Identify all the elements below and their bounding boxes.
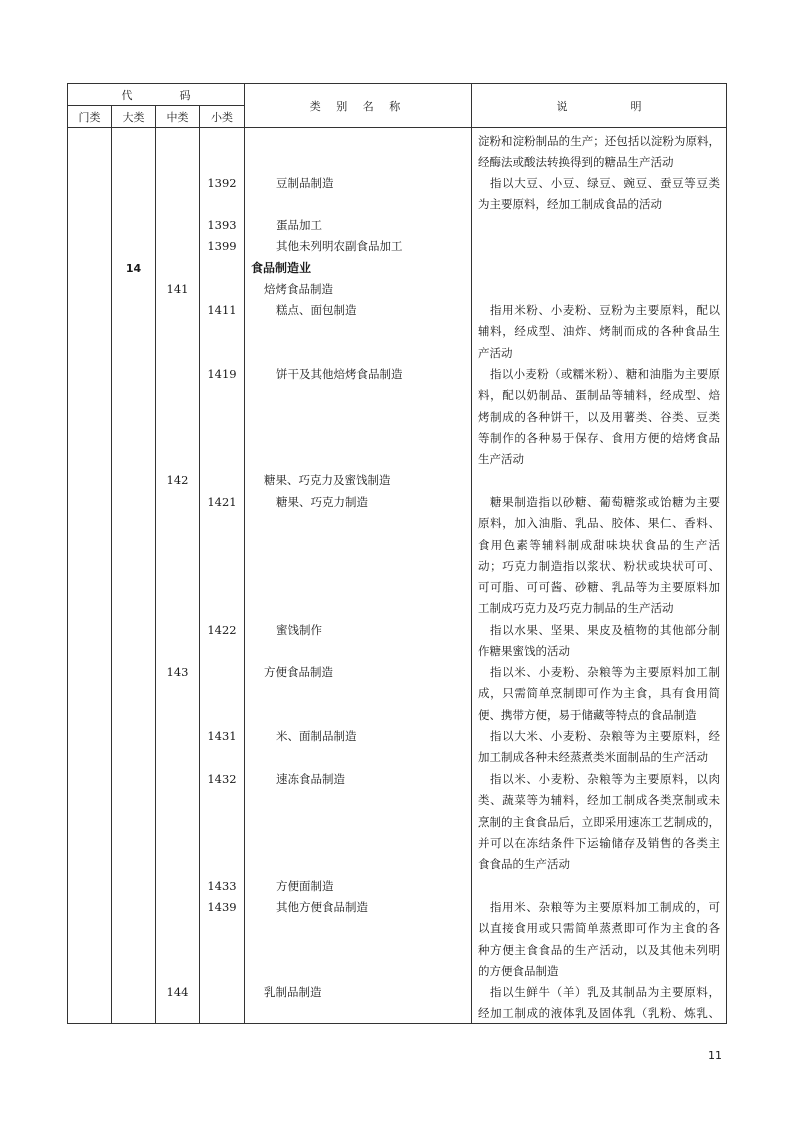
description-line: 辅料，经成型、油炸、烤制而成的各种食品生: [478, 324, 720, 339]
description-line: 指以米、小麦粉、杂粮等为主要原料加工制: [490, 665, 720, 679]
mid-class-name: 方便食品制造: [264, 665, 333, 679]
small-class-name: 米、面制品制造: [276, 729, 357, 743]
mid-class-code: 142: [166, 473, 189, 487]
small-class-code: 1411: [207, 303, 237, 317]
description-line: 种方便主食食品的生产活动，以及其他未列明: [478, 942, 720, 957]
header-menlei: 门类: [68, 106, 112, 128]
small-class-name: 其他未列明农副食品加工: [276, 239, 403, 253]
small-class-code: 1393: [207, 218, 237, 232]
description-line: 指用米粉、小麦粉、豆粉为主要原料，配以: [490, 303, 720, 317]
dalei-column: [112, 128, 156, 1024]
description-line: 类、蔬菜等为辅料，经加工制成各类烹制或未: [478, 793, 720, 808]
description-block: [478, 662, 720, 726]
small-class-code: 1422: [207, 623, 237, 637]
header-description: 说 明: [472, 84, 727, 128]
menlei-column: [68, 128, 112, 1024]
description-block: [478, 769, 720, 875]
small-class-code: 1419: [207, 367, 237, 381]
small-class-code: 1432: [207, 772, 237, 786]
description-line: 指以米、小麦粉、杂粮等为主要原料，以肉: [490, 772, 720, 786]
description-line: 指以小麦粉（或糯米粉）、糖和油脂为主要原: [490, 367, 720, 381]
small-class-code: 1433: [207, 879, 237, 893]
description-block: [478, 173, 720, 216]
description-line: 动；巧克力制造指以浆状、粉状或块状可可、: [478, 558, 720, 573]
description-line: 为主要原料，经加工制成食品的活动: [478, 197, 662, 212]
mid-class-name: 糖果、巧克力及蜜饯制造: [264, 473, 391, 487]
mid-class-code: 141: [166, 282, 189, 296]
description-line: 指以大米、小麦粉、杂粮等为主要原料，经: [490, 729, 720, 743]
description-line: 以直接食用或只需简单蒸煮即可作为主食的各: [478, 921, 720, 936]
description-block: [478, 620, 720, 663]
description-block: [478, 492, 720, 620]
description-line: 食食品的生产活动: [478, 857, 570, 872]
description-line: 淀粉和淀粉制品的生产；还包括以淀粉为原料，: [478, 134, 720, 148]
small-class-name: 速冻食品制造: [276, 772, 345, 786]
category-name-column: [245, 128, 472, 1024]
header-code-group: 代 码: [68, 84, 245, 106]
description-line: 经加工制成的液体乳及固体乳（乳粉、炼乳、: [478, 1006, 720, 1021]
description-line: 作糖果蜜饯的活动: [478, 644, 570, 659]
description-line: 等制作的各种易于保存、食用方便的焙烤食品: [478, 430, 720, 445]
description-line: 成，只需简单烹制即可作为主食，具有食用简: [478, 686, 720, 701]
description-column: [472, 128, 727, 1024]
small-class-name: 蛋品加工: [276, 218, 322, 232]
small-class-code: 1421: [207, 495, 237, 509]
description-line: 原料，加入油脂、乳品、胶体、果仁、香料、: [478, 516, 720, 531]
small-class-name: 糕点、面包制造: [276, 303, 357, 317]
description-line: 加工制成各种未经蒸煮类米面制品的生产活动: [478, 750, 708, 765]
mid-class-name: 乳制品制造: [264, 985, 322, 999]
mid-class-name: 焙烤食品制造: [264, 282, 333, 296]
description-line: 经酶法或酸法转换得到的糖品生产活动: [478, 155, 674, 170]
description-line: 烤制成的各种饼干，以及用薯类、谷类、豆类: [478, 409, 720, 424]
description-line: 指以大豆、小豆、绿豆、豌豆、蚕豆等豆类: [490, 176, 720, 190]
small-class-name: 豆制品制造: [276, 176, 334, 190]
description-line: 产活动: [478, 345, 513, 360]
small-class-name: 蜜饯制作: [276, 623, 322, 637]
small-class-code: 1431: [207, 729, 237, 743]
classification-table: [67, 83, 727, 1024]
small-class-name: 方便面制造: [276, 879, 334, 893]
zhonglei-column: [156, 128, 200, 1024]
description-line: 并可以在冻结条件下运输储存及销售的各类主: [478, 835, 720, 850]
description-line: 便、携带方便，易于储藏等特点的食品制造: [478, 707, 697, 722]
description-block: [478, 131, 720, 174]
mid-class-code: 144: [166, 985, 189, 999]
small-class-code: 1439: [207, 900, 237, 914]
description-block: [478, 726, 720, 769]
description-block: [478, 897, 720, 982]
description-line: 指用米、杂粮等为主要原料加工制成的，可: [490, 900, 720, 914]
description-block: [478, 300, 720, 364]
page-number: 11: [708, 1049, 722, 1062]
description-line: 指以水果、坚果、果皮及植物的其他部分制: [490, 623, 720, 637]
header-zhonglei: 中类: [156, 106, 200, 128]
small-class-code: 1392: [207, 176, 237, 190]
description-block: [478, 982, 720, 1025]
description-line: 工制成巧克力及巧克力制品的生产活动: [478, 601, 674, 616]
major-class-name: 食品制造业: [251, 261, 312, 275]
description-line: 的方便食品制造: [478, 963, 559, 978]
xiaolei-column: [200, 128, 245, 1024]
header-category-name: 类 别 名 称: [245, 84, 472, 128]
header-dalei: 大类: [112, 106, 156, 128]
small-class-name: 糖果、巧克力制造: [276, 495, 368, 509]
description-block: [478, 364, 720, 470]
description-line: 可可脂、可可酱、砂糖、乳品等为主要原料加: [478, 580, 720, 595]
small-class-name: 其他方便食品制造: [276, 900, 368, 914]
description-line: 生产活动: [478, 452, 524, 467]
description-line: 指以生鲜牛（羊）乳及其制品为主要原料，: [490, 985, 720, 999]
description-line: 烹制的主食食品后，立即采用速冻工艺制成的，: [478, 814, 720, 829]
description-line: 料，配以奶制品、蛋制品等辅料，经成型、焙: [478, 388, 720, 403]
header-xiaolei: 小类: [200, 106, 245, 128]
description-line: 糖果制造指以砂糖、葡萄糖浆或饴糖为主要: [490, 495, 720, 509]
small-class-code: 1399: [207, 239, 237, 253]
description-line: 食用色素等辅料制成甜味块状食品的生产活: [478, 537, 720, 552]
mid-class-code: 143: [166, 665, 189, 679]
small-class-name: 饼干及其他焙烤食品制造: [276, 367, 403, 381]
major-class-code: 14: [125, 262, 142, 275]
